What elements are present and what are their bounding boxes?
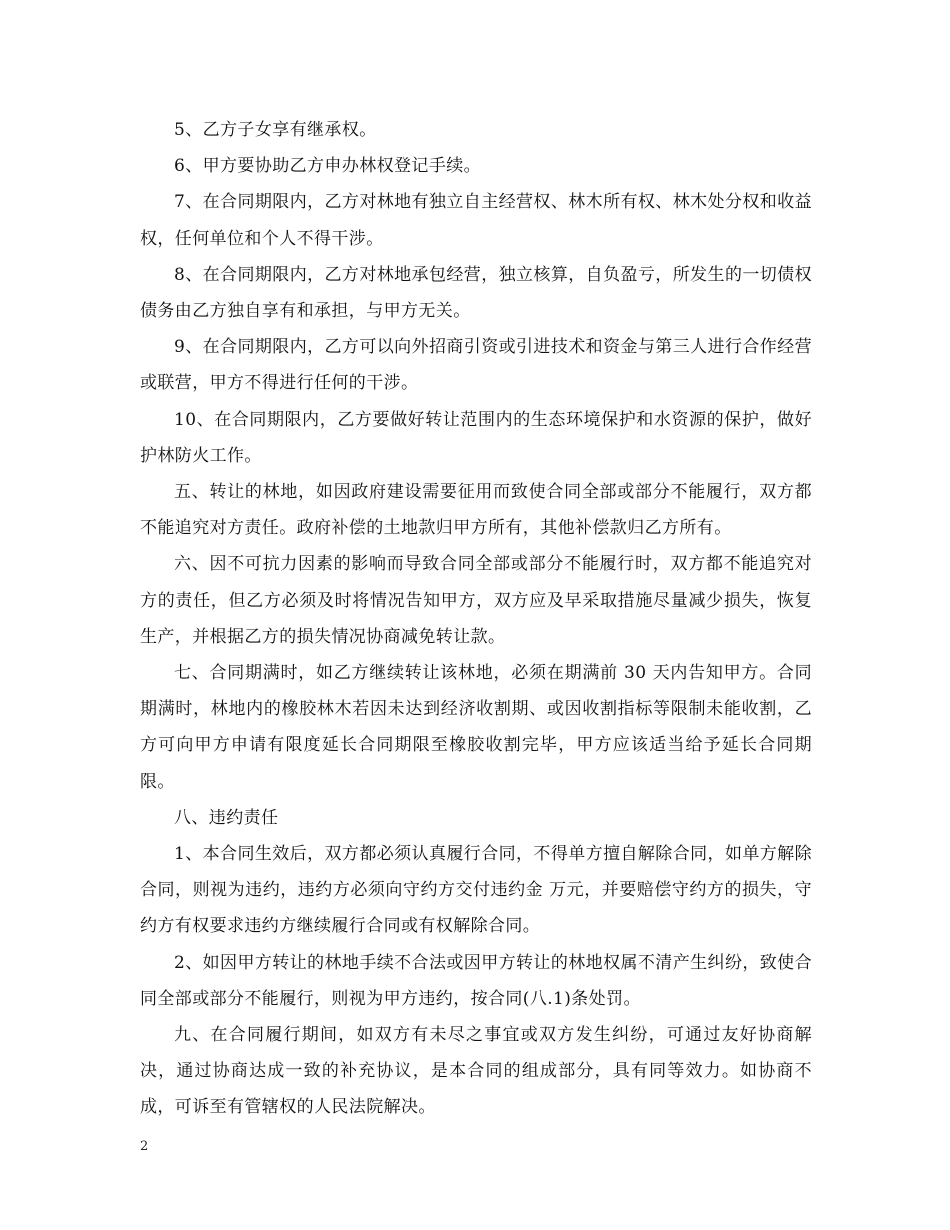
section-heading-breach-liability: 八、违约责任 (174, 807, 279, 828)
paragraph-clause-5: 5、乙方子女享有继承权。 (174, 120, 377, 140)
paragraph-section-6: 六、因不可抗力因素的影响而导致合同全部或部分不能履行时，双方都不能追究对方的责任，但乙方必须及时将情况告知甲方，双方应及早采取措施尽量减少损失，恢复生产，并根据乙方的损失情况协商减免转让款。 (140, 554, 812, 647)
paragraph-section-7: 七、合同期满时，如乙方继续转让该林地，必须在期满前 30 天内告知甲方。合同期满时，林地内的橡胶林木若因未达到经济收割期、或因收割指标等限制未能收割，乙方可向甲方申请有限度延长合同期限至橡胶收割完毕，甲方应该适当给予延长合同期限。 (140, 663, 812, 792)
paragraph-clause-9: 9、在合同期限内，乙方可以向外招商引资或引进技术和资金与第三人进行合作经营或联营，甲方不得进行任何的干涉。 (140, 337, 812, 394)
paragraph-clause-8: 8、在合同期限内，乙方对林地承包经营，独立核算，自负盈亏，所发生的一切债权债务由乙方独自享有和承担，与甲方无关。 (140, 264, 812, 322)
paragraph-breach-2: 2、如因甲方转让的林地手续不合法或因甲方转让的林地权属不清产生纠纷，致使合同全部或部分不能履行，则视为甲方违约，按合同(八.1)条处罚。 (140, 952, 812, 1009)
paragraph-clause-7: 7、在合同期限内，乙方对林地有独立自主经营权、林木所有权、林木处分权和收益权，任何单位和个人不得干涉。 (140, 192, 812, 249)
paragraph-section-9: 九、在合同履行期间，如双方有未尽之事宜或双方发生纠纷，可通过友好协商解决，通过协商达成一致的补充协议，是本合同的组成部分，具有同等效力。如协商不成，可诉至有管辖权的人民法院解决。 (140, 1025, 812, 1118)
paragraph-clause-10: 10、在合同期限内，乙方要做好转让范围内的生态环境保护和水资源的保护，做好护林防火工作。 (140, 409, 812, 466)
page-number: 2 (140, 1139, 149, 1154)
paragraph-clause-6: 6、甲方要协助乙方申办林权登记手续。 (174, 156, 482, 177)
document-body (140, 112, 812, 1126)
paragraph-section-5: 五、转让的林地，如因政府建设需要征用而致使合同全部或部分不能履行，双方都不能追究对方责任。政府补偿的土地款归甲方所有，其他补偿款归乙方所有。 (140, 482, 812, 539)
paragraph-breach-1: 1、本合同生效后，双方都必须认真履行合同，不得单方擅自解除合同，如单方解除合同，则视为违约，违约方必须向守约方交付违约金 万元，并要赔偿守约方的损失，守约方有权要求违约方继续履行合同或有权解除合同。 (140, 844, 812, 937)
